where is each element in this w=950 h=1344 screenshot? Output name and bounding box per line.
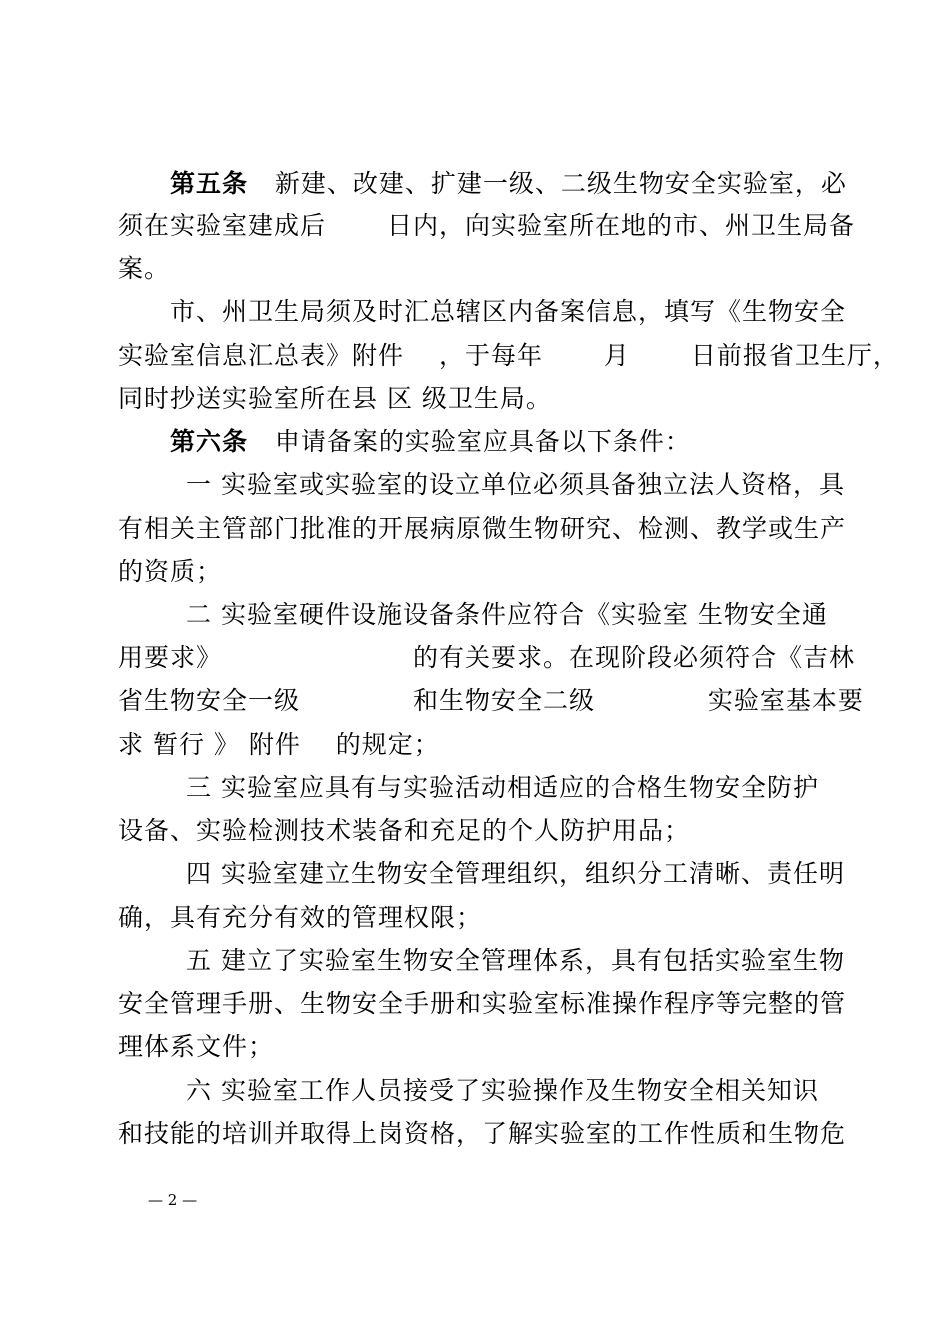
article5-text: 新建、改建、扩建一级、二级生物安全实验室，必: [274, 169, 847, 198]
item1-line-3: 的资质；: [118, 557, 223, 586]
item1-line-1: 一 实验室或实验室的设立单位必须具备独立法人资格，具: [186, 470, 845, 499]
article6-heading: 第六条: [170, 427, 249, 456]
item2-line-1: 二 实验室硬件设施设备条件应符合《实验室 生物安全通: [186, 600, 828, 629]
item2-line-3: 省生物安全一级 和生物安全二级 实验室基本要: [118, 686, 864, 715]
article5-p2-line-3: 同时抄送实验室所在县 区 级卫生局。: [118, 384, 552, 413]
article5-p2-line-2: 实验室信息汇总表》附件 ，于每年 月 日前报省卫生厅，: [118, 341, 899, 370]
item4-line-1: 四 实验室建立生物安全管理组织，组织分工清晰、责任明: [186, 859, 845, 888]
article5-line-3: 案。: [118, 254, 171, 283]
item1-line-2: 有相关主管部门批准的开展病原微生物研究、检测、教学或生产: [118, 514, 847, 543]
item5-line-2: 安全管理手册、生物安全手册和实验室标准操作程序等完整的管: [118, 989, 847, 1018]
item6-line-2: 和技能的培训并取得上岗资格，了解实验室的工作性质和生物危: [118, 1119, 847, 1148]
item4-line-2: 确，具有充分有效的管理权限；: [118, 903, 483, 932]
article5-line-2: 须在实验室建成后 日内，向实验室所在地的市、州卫生局备: [118, 211, 855, 240]
item6-line-1: 六 实验室工作人员接受了实验操作及生物安全相关知识: [186, 1076, 819, 1105]
item5-line-3: 理体系文件；: [118, 1032, 275, 1061]
article6-intro: 申请备案的实验室应具备以下条件：: [274, 427, 691, 456]
item3-line-1: 三 实验室应具有与实验活动相适应的合格生物安全防护: [186, 773, 819, 802]
article5-heading: 第五条: [170, 169, 249, 198]
page-number: — 2 —: [148, 1191, 198, 1209]
item5-line-1: 五 建立了实验室生物安全管理体系，具有包括实验室生物: [186, 946, 845, 975]
article5-p2-line-1: 市、州卫生局须及时汇总辖区内备案信息，填写《生物安全: [170, 297, 847, 326]
item3-line-2: 设备、实验检测技术装备和充足的个人防护用品；: [118, 816, 691, 845]
item2-line-2: 用要求》 的有关要求。在现阶段必须符合《吉林: [118, 643, 855, 672]
article6-line-1: [170, 427, 691, 457]
item2-line-4: 求 暂行 》 附件 的规定；: [118, 730, 440, 759]
article5-line-1: [170, 169, 847, 199]
